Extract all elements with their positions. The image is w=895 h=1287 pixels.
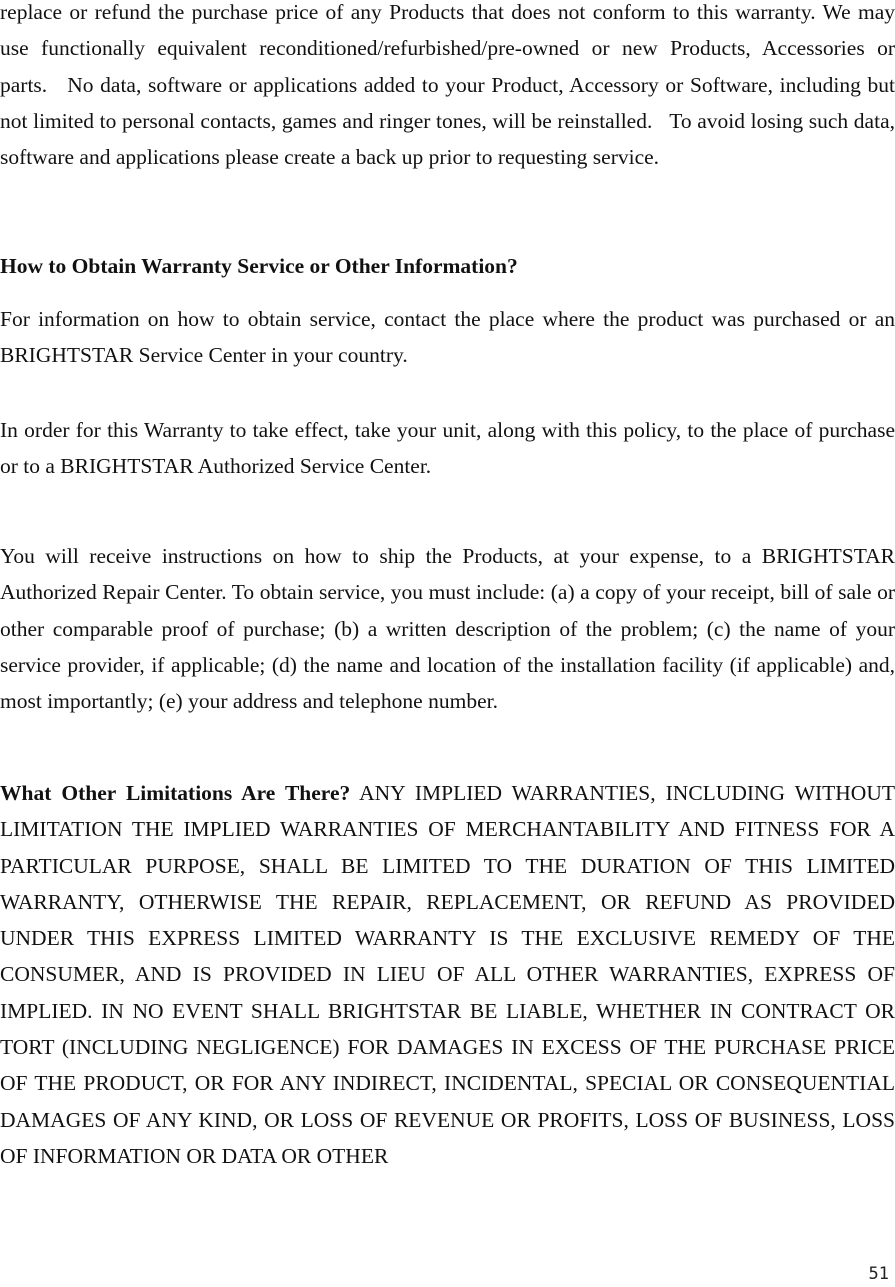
limitations-heading: What Other Limitations Are There? (0, 781, 351, 805)
paragraph-warranty-remedy: replace or refund the purchase price of any Products that does not conform to this warranty. We may use functionally equivalent reconditioned/refurbished/pre-owned or new Products, Accessories or parts. No data, software or applications added to your Product, Accessory or Software, including but not limited to personal contacts, games and ringer tones, will be reinstalled. To avoid losing such data, software and applications please create a back up prior to requesting service. (0, 0, 895, 170)
paragraph-limitations (0, 775, 895, 1174)
limitations-text: ANY IMPLIED WARRANTIES, INCLUDING WITHOUT LIMITATION THE IMPLIED WARRANTIES OF MERCHANTABILITY AND FITNESS FOR A PARTICULAR PURPOSE, SHALL BE LIMITED TO THE DURATION OF THIS LIMITED WARRANTY, OTHERWISE THE REPAIR, REPLACEMENT, OR REFUND AS PROVIDED UNDER THIS EXPRESS LIMITED WARRANTY IS THE EXCLUSIVE REMEDY OF THE CONSUMER, AND IS PROVIDED IN LIEU OF ALL OTHER WARRANTIES, EXPRESS OF IMPLIED. IN NO EVENT SHALL BRIGHTSTAR BE LIABLE, WHETHER IN CONTRACT OR TORT (INCLUDING NEGLIGENCE) FOR DAMAGES IN EXCESS OF THE PURCHASE PRICE OF THE PRODUCT, OR FOR ANY INDIRECT, INCIDENTAL, SPECIAL OR CONSEQUENTIAL DAMAGES OF ANY KIND, OR LOSS OF REVENUE OR PROFITS, LOSS OF BUSINESS, LOSS OF INFORMATION OR DATA OR OTHER (0, 781, 895, 1168)
paragraph-shipping-instructions: You will receive instructions on how to ship the Products, at your expense, to a BRIGHTSTAR Authorized Repair Center. To obtain service, you must include: (a) a copy of your receipt, bill of sale or other comparable proof of purchase; (b) a written description of the problem; (c) the name of your service provider, if applicable; (d) the name and location of the installation facility (if applicable) and, most importantly; (e) your address and telephone number. (0, 544, 895, 714)
paragraph-warranty-effect: In order for this Warranty to take effect, take your unit, along with this policy, to the place of purchase or to a BRIGHTSTAR Authorized Service Center. (0, 418, 895, 479)
paragraph-obtain-service: For information on how to obtain service, contact the place where the product was purchased or an BRIGHTSTAR Service Center in your country. (0, 307, 895, 368)
page-number: 51 (868, 1264, 889, 1284)
heading-warranty-service: How to Obtain Warranty Service or Other Information? (0, 254, 518, 278)
